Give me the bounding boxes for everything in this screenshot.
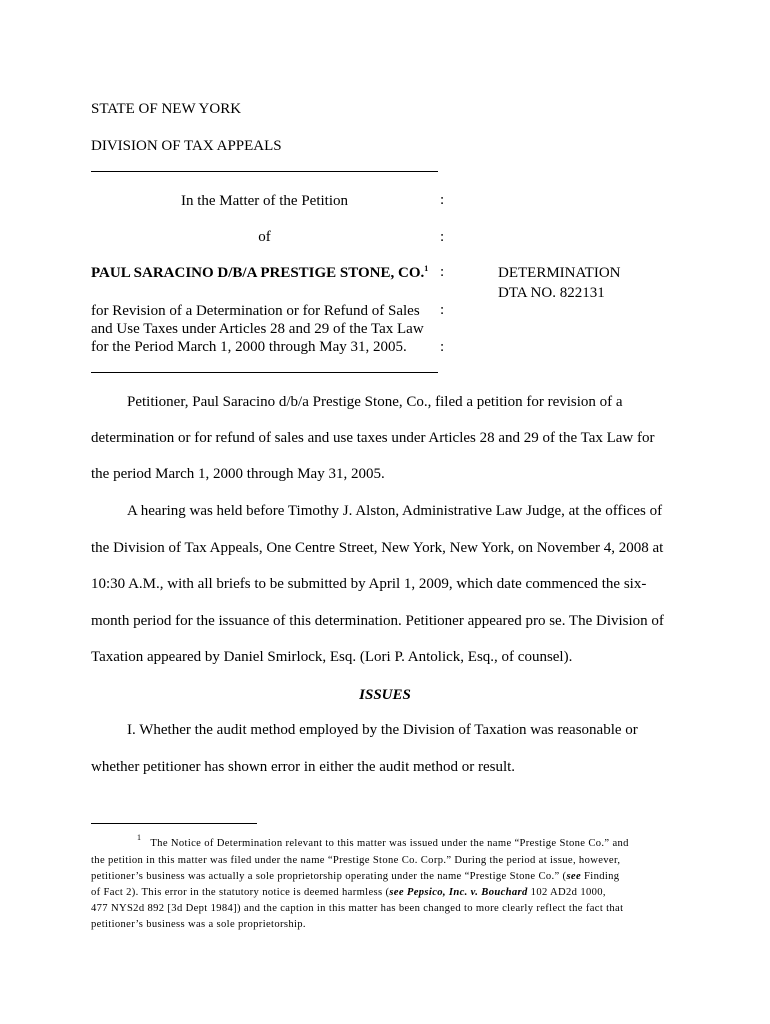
caption-bottom-rule <box>91 372 438 373</box>
footnote-text: petitioner’s business was actually a sole proprietorship operating under the name “Prestige Stone Co.” ( <box>91 871 567 882</box>
footnote-line <box>91 887 606 898</box>
dta-number: DTA NO. 822131 <box>498 285 605 301</box>
document-type: DETERMINATION <box>498 265 621 281</box>
paragraph-line: 10:30 A.M., with all briefs to be submitted by April 1, 2009, which date commenced the six- <box>91 576 647 592</box>
issue-line: whether petitioner has shown error in either the audit method or result. <box>91 759 516 775</box>
state-heading: STATE OF NEW YORK <box>91 101 242 117</box>
caption-colon: : <box>440 229 445 245</box>
footnote-text: 102 AD2d 1000, <box>527 887 606 898</box>
paragraph-line: Petitioner, Paul Saracino d/b/a Prestige Stone, Co., filed a petition for revision of a <box>127 394 623 410</box>
caption-purpose-line: and Use Taxes under Articles 28 and 29 of the Tax Law <box>91 321 424 337</box>
footnote-text: of Fact 2). This error in the statutory notice is deemed harmless ( <box>91 887 390 898</box>
footnote-line <box>91 871 619 882</box>
paragraph-line: determination or for refund of sales and use taxes under Articles 28 and 29 of the Tax Law for <box>91 430 655 446</box>
footnote-text: Finding <box>581 871 620 882</box>
paragraph-line: the period March 1, 2000 through May 31, 2005. <box>91 466 385 482</box>
division-heading: DIVISION OF TAX APPEALS <box>91 138 282 154</box>
caption-of: of <box>258 229 271 245</box>
caption-party <box>91 264 428 282</box>
paragraph-line: the Division of Tax Appeals, One Centre Street, New York, New York, on November 4, 2008 at <box>91 540 664 556</box>
caption-colon: : <box>440 264 445 280</box>
footnote-line: 477 NYS2d 892 [3d Dept 1984]) and the caption in this matter has been changed to more clearly reflect the fact that <box>91 903 624 914</box>
footnote-reference: 1 <box>424 264 429 273</box>
caption-purpose-line: for Revision of a Determination or for Refund of Sales <box>91 303 420 319</box>
caption-purpose-line: for the Period March 1, 2000 through May 31, 2005. <box>91 339 407 355</box>
paragraph-line: Taxation appeared by Daniel Smirlock, Esq. (Lori P. Antolick, Esq., of counsel). <box>91 649 573 665</box>
footnote-separator <box>91 823 257 824</box>
paragraph-line: month period for the issuance of this determination. Petitioner appeared pro se. The Division of <box>91 613 664 629</box>
caption-colon: : <box>440 339 445 355</box>
footnote-signal: see <box>566 871 582 882</box>
paragraph-line: A hearing was held before Timothy J. Alston, Administrative Law Judge, at the offices of <box>127 503 663 519</box>
party-name: PAUL SARACINO D/B/A PRESTIGE STONE, CO. <box>91 265 425 281</box>
footnote-line <box>137 833 629 849</box>
caption-top-rule <box>91 171 438 172</box>
issues-heading: ISSUES <box>359 687 411 703</box>
caption-matter: In the Matter of the Petition <box>180 193 349 209</box>
issue-line: I. Whether the audit method employed by the Division of Taxation was reasonable or <box>127 722 638 738</box>
footnote-text: The Notice of Determination relevant to this matter was issued under the name “Prestige Stone Co.” and <box>150 838 629 849</box>
caption-colon: : <box>440 192 445 208</box>
footnote-line: petitioner’s business was a sole proprietorship. <box>91 919 306 930</box>
footnote-line: the petition in this matter was filed under the name “Prestige Stone Co. Corp.” During the period at issue, however, <box>91 855 621 866</box>
footnote-marker: 1 <box>137 833 142 842</box>
footnote-case-citation: see Pepsico, Inc. v. Bouchard <box>389 887 528 898</box>
caption-colon: : <box>440 302 445 318</box>
